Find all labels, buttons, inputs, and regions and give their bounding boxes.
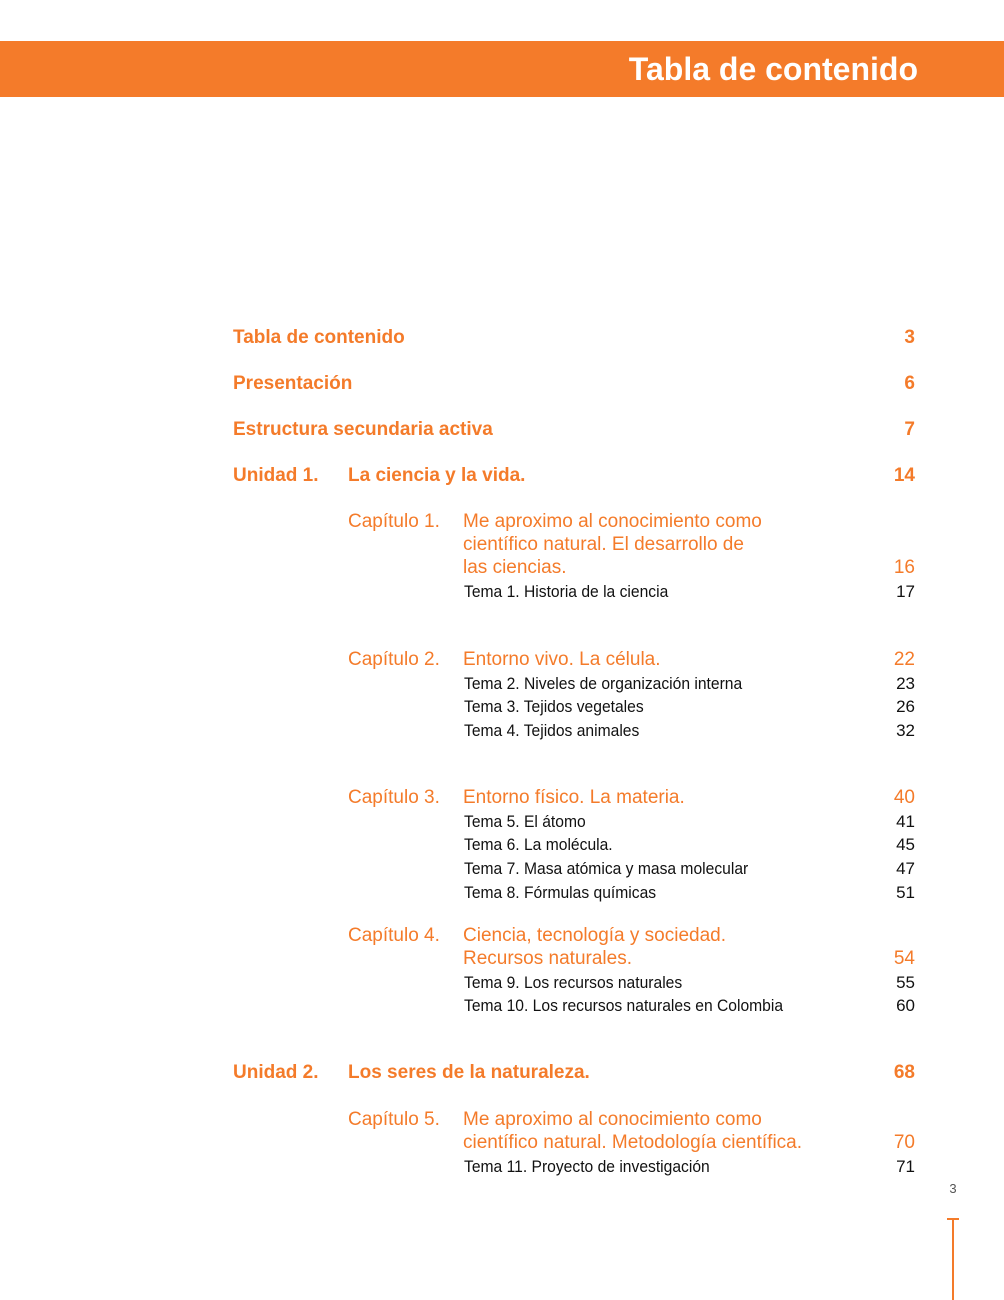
topic-page: 23 [896,674,915,693]
chapter-page: 22 [893,649,915,670]
toc-entry-estructura[interactable]: Estructura secundaria activa [233,419,493,440]
chapter-number: Capítulo 1. [348,511,440,532]
chapter-title-line[interactable]: científico natural. Metodología científica. [463,1132,803,1153]
topic-page: 47 [896,859,915,878]
topic-page: 60 [896,996,915,1015]
topic-entry[interactable]: Tema 2. Niveles de organización interna [464,674,743,693]
unit-title[interactable]: Los seres de la naturaleza. [348,1062,590,1083]
toc-page-tabla: 3 [904,327,915,348]
unit-page: 68 [893,1062,915,1083]
topic-page: 51 [896,883,915,902]
topic-entry[interactable]: Tema 9. Los recursos naturales [464,973,683,992]
chapter-title-line[interactable]: científico natural. El desarrollo de [463,534,744,555]
topic-entry[interactable]: Tema 5. El átomo [464,812,586,831]
topic-page: 32 [896,721,915,740]
topic-entry[interactable]: Tema 1. Historia de la ciencia [464,582,669,601]
topic-entry[interactable]: Tema 11. Proyecto de investigación [464,1157,710,1176]
topic-entry[interactable]: Tema 7. Masa atómica y masa molecular [464,859,749,878]
toc-entry-presentacion[interactable]: Presentación [233,373,353,394]
topic-entry[interactable]: Tema 4. Tejidos animales [464,721,640,740]
topic-page: 26 [896,697,915,716]
chapter-title-line[interactable]: Ciencia, tecnología y sociedad. [463,925,726,946]
chapter-title-line[interactable]: Me aproximo al conocimiento como [463,511,762,532]
chapter-number: Capítulo 4. [348,925,440,946]
topic-page: 17 [896,582,915,601]
topic-page: 55 [896,973,915,992]
chapter-page: 54 [893,948,915,969]
chapter-title-line[interactable]: Recursos naturales. [463,948,632,969]
topic-page: 41 [896,812,915,831]
margin-line [952,1218,954,1300]
chapter-number: Capítulo 3. [348,787,440,808]
chapter-number: Capítulo 5. [348,1109,440,1130]
unit-title[interactable]: La ciencia y la vida. [348,465,526,486]
chapter-number: Capítulo 2. [348,649,440,670]
topic-entry[interactable]: Tema 10. Los recursos naturales en Colombia [464,996,784,1015]
chapter-title-line[interactable]: Me aproximo al conocimiento como [463,1109,762,1130]
topic-entry[interactable]: Tema 8. Fórmulas químicas [464,883,657,902]
page-title: Tabla de contenido [628,51,918,87]
toc-entry-tabla[interactable]: Tabla de contenido [233,327,405,348]
toc-page-estructura: 7 [904,419,915,440]
chapter-page: 70 [893,1132,915,1153]
chapter-title-line[interactable]: las ciencias. [463,557,567,578]
chapter-page: 40 [893,787,915,808]
page-number: 3 [949,1181,957,1196]
topic-entry[interactable]: Tema 6. La molécula. [464,835,613,854]
unit-number: Unidad 1. [233,465,319,486]
unit-number: Unidad 2. [233,1062,319,1083]
topic-page: 71 [896,1157,915,1176]
topic-page: 45 [896,835,915,854]
toc-page-presentacion: 6 [904,373,915,394]
unit-page: 14 [893,465,915,486]
chapter-title-line[interactable]: Entorno físico. La materia. [463,787,685,808]
chapter-page: 16 [893,557,915,578]
topic-entry[interactable]: Tema 3. Tejidos vegetales [464,697,644,716]
chapter-title-line[interactable]: Entorno vivo. La célula. [463,649,661,670]
